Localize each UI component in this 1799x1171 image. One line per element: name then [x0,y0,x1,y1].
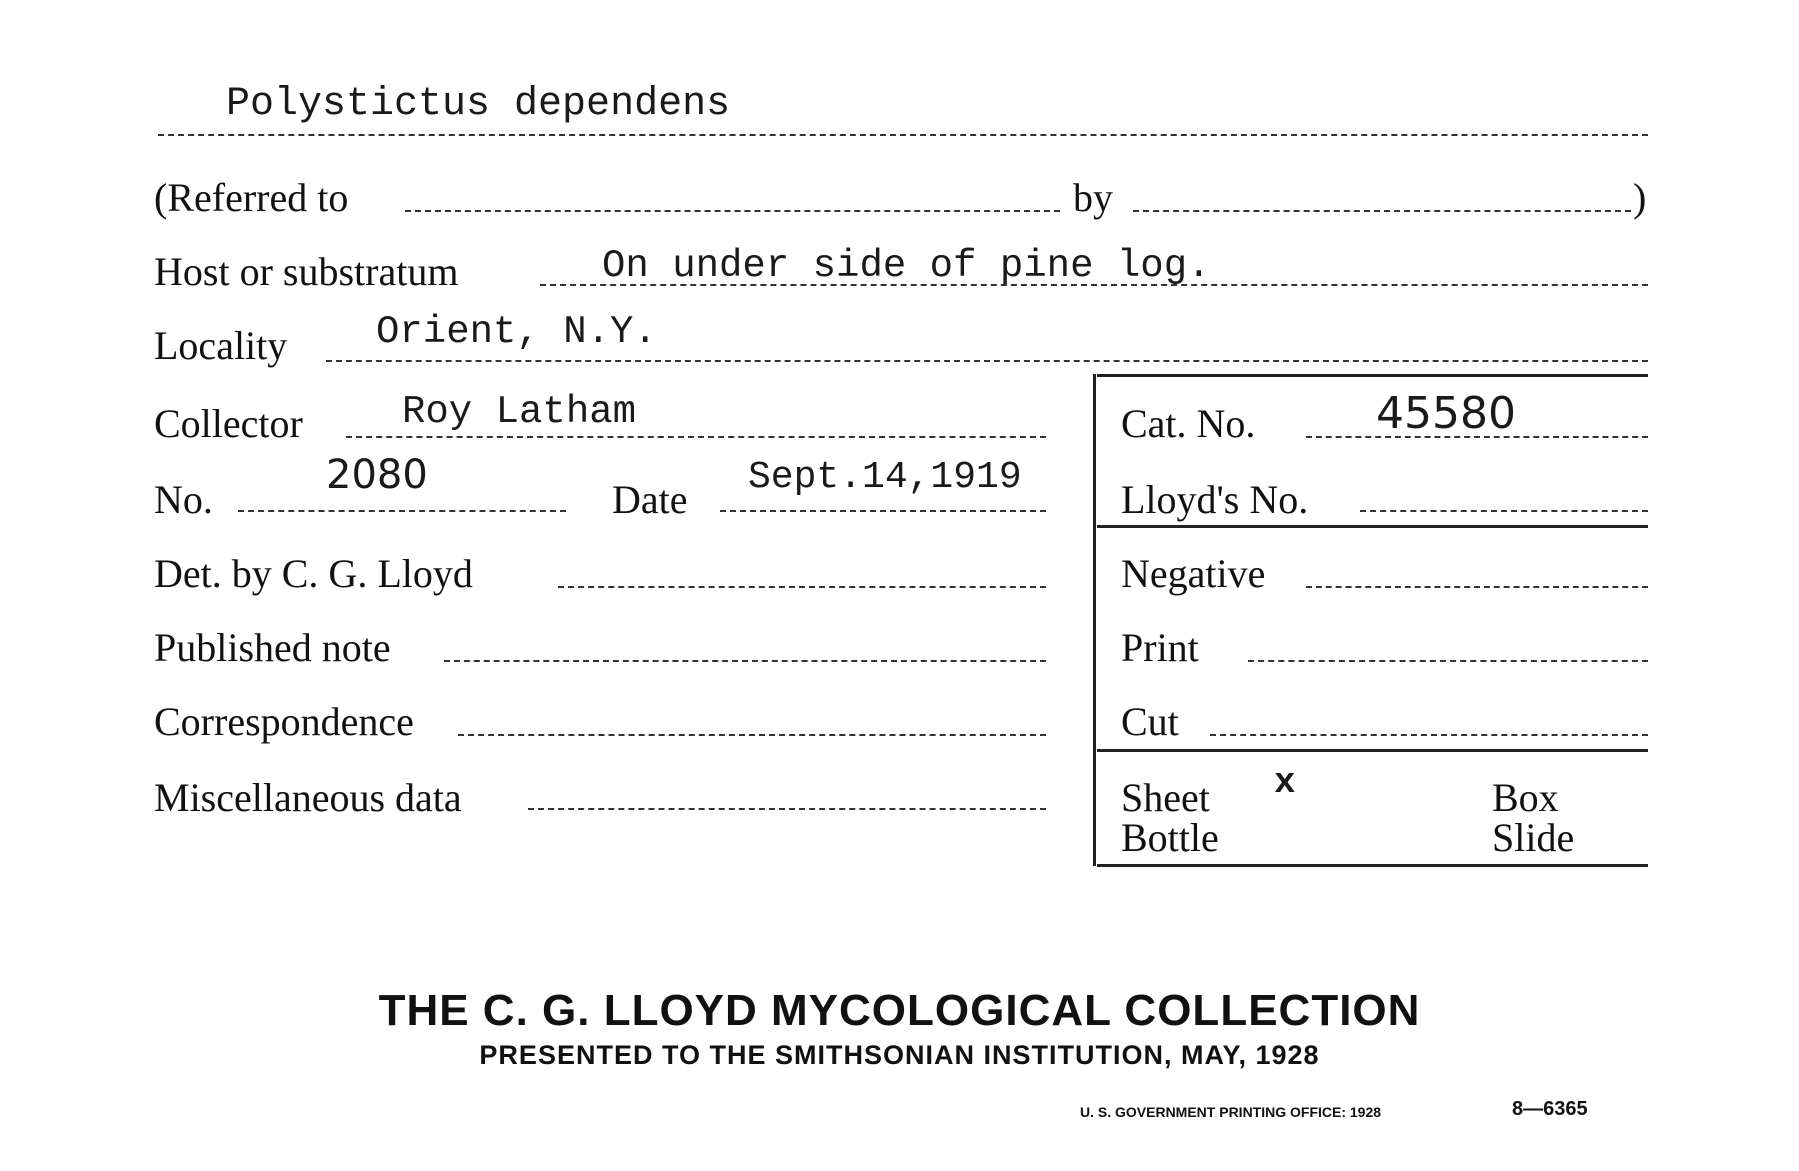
lloyds-no-line[interactable] [1360,510,1648,512]
cat-no-label: Cat. No. [1121,401,1256,446]
printer-imprint: U. S. GOVERNMENT PRINTING OFFICE: 1928 [1080,1104,1382,1120]
collector-label: Collector [154,401,303,446]
locality-label: Locality [154,323,288,368]
collection-title: THE C. G. LLOYD MYCOLOGICAL COLLECTION [378,986,1421,1035]
close-paren: ) [1633,175,1647,220]
published-note-line[interactable] [444,660,1046,662]
misc-data-line[interactable] [528,808,1046,810]
date-value: Sept.14,1919 [748,456,1022,499]
cat-no-value: 45580 [1376,388,1516,439]
bottle-label: Bottle [1121,815,1219,860]
referred-to-label: (Referred to [154,175,349,220]
collector-line[interactable] [346,436,1046,438]
correspondence-line[interactable] [458,734,1046,736]
box-divider-1 [1097,525,1648,528]
form-number: 8—6365 [1512,1098,1588,1120]
det-by-label: Det. by C. G. Lloyd [154,551,473,596]
misc-data-label: Miscellaneous data [154,775,462,820]
det-by-line[interactable] [558,586,1046,588]
by-label: by [1073,175,1113,220]
date-label: Date [612,477,688,522]
negative-label: Negative [1121,551,1266,596]
no-label: No. [154,477,213,522]
collector-value: Roy Latham [402,390,637,434]
box-left-border [1093,374,1096,866]
print-label: Print [1121,625,1199,670]
negative-line[interactable] [1306,586,1648,588]
box-bottom-border [1097,864,1648,867]
cut-line[interactable] [1210,734,1648,736]
locality-value: Orient, N.Y. [376,310,657,354]
host-label: Host or substratum [154,249,459,294]
date-line[interactable] [720,510,1046,512]
published-note-label: Published note [154,625,391,670]
sheet-label: Sheet [1121,775,1210,820]
cut-label: Cut [1121,699,1179,744]
no-value: 2080 [326,452,428,498]
species-name: Polystictus dependens [226,82,731,127]
host-value: On under side of pine log. [602,244,1211,288]
box-divider-2 [1097,749,1648,752]
species-line [158,134,1648,136]
slide-label: Slide [1492,815,1575,860]
correspondence-label: Correspondence [154,699,414,744]
no-line[interactable] [238,510,566,512]
host-line[interactable] [540,284,1648,286]
box-label: Box [1492,775,1559,820]
referred-to-line[interactable] [405,210,1060,212]
print-line[interactable] [1248,660,1648,662]
sheet-check-mark: x [1274,762,1296,803]
by-line[interactable] [1133,210,1631,212]
locality-line[interactable] [326,360,1648,362]
cat-no-line[interactable] [1306,436,1648,438]
box-top-border [1097,374,1648,377]
lloyds-no-label: Lloyd's No. [1121,477,1309,522]
collection-subtitle: PRESENTED TO THE SMITHSONIAN INSTITUTION, MAY, 1928 [479,1040,1320,1070]
